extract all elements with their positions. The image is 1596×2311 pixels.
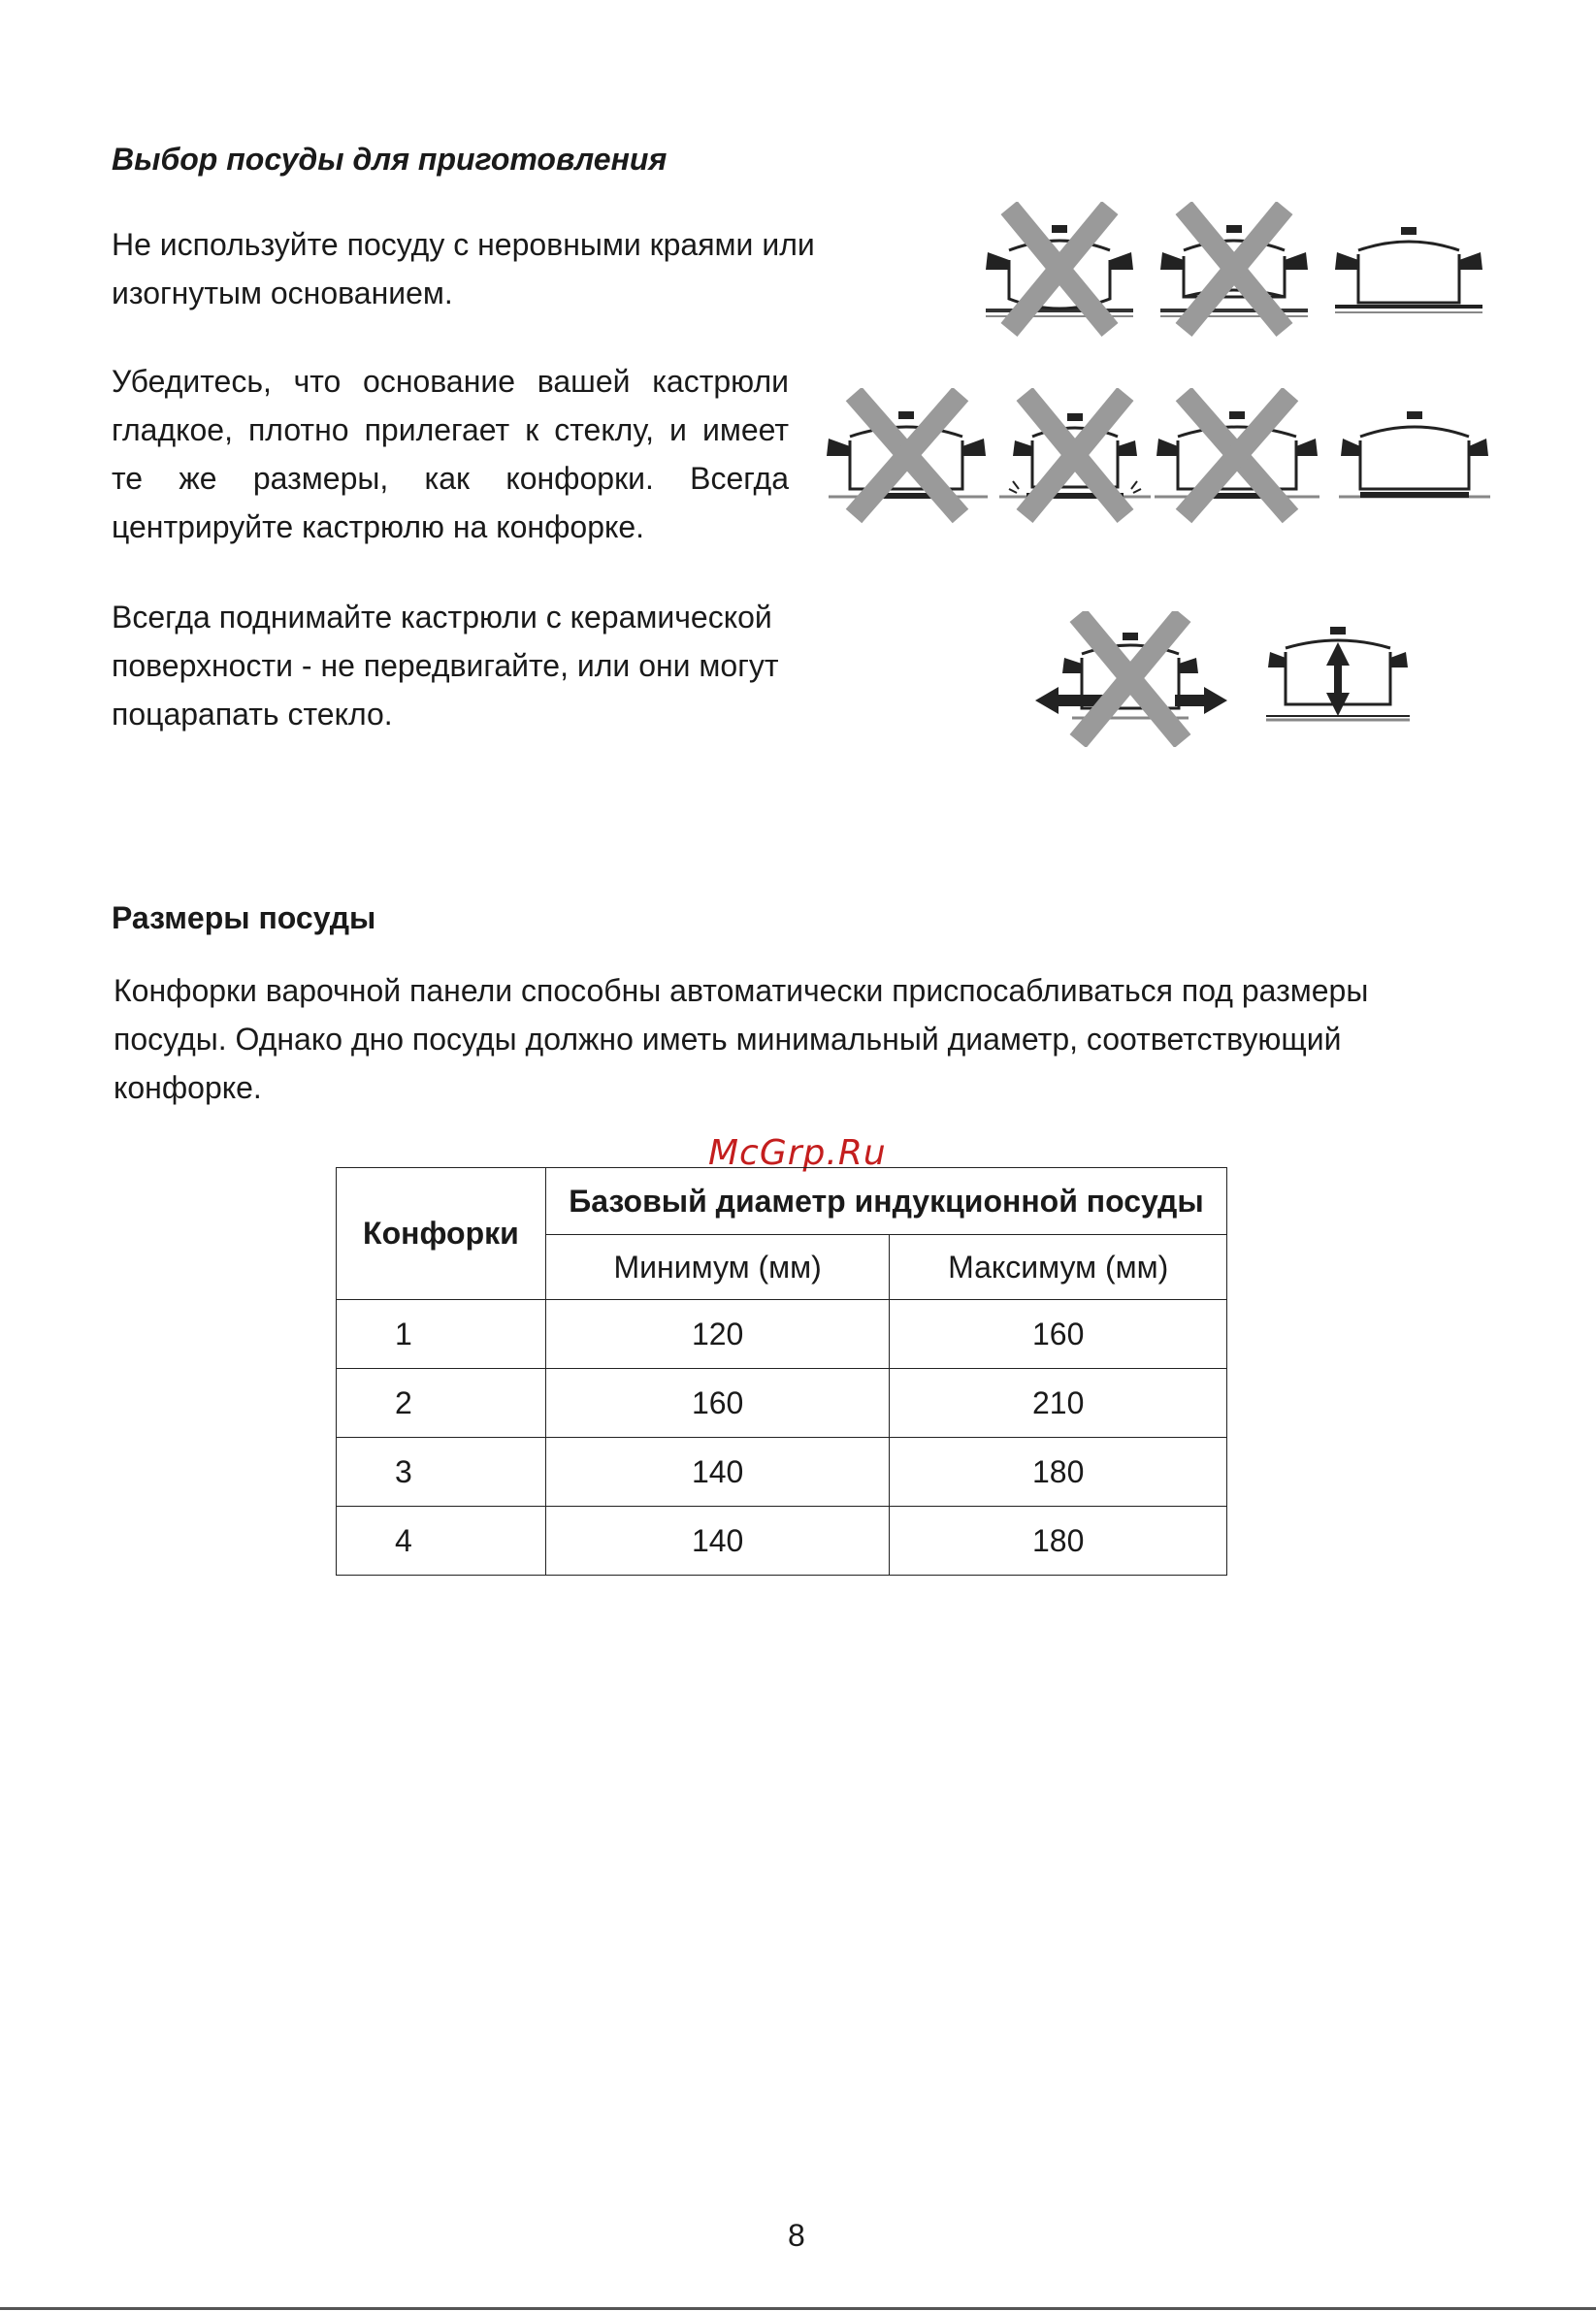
text-line: те же размеры, как конфорки. Всегда [112,461,789,496]
section-title-cookware-choice: Выбор посуды для приготовления [112,142,668,177]
header-max: Максимум (мм) [890,1235,1227,1300]
pot-icon [1339,411,1490,498]
cell-burner: 1 [337,1300,546,1369]
text-line: изогнутым основанием. [112,276,453,310]
table-row [337,1438,1227,1507]
cell-min: 160 [545,1369,890,1438]
text-line: конфорке. [114,1070,262,1105]
text-line: поцарапать стекло. [112,697,393,732]
section-title-cookware-size: Размеры посуды [112,900,376,935]
text-line: центрируйте кастрюлю на конфорке. [112,509,645,544]
watermark: McGrp.Ru [708,1133,887,1173]
header-min: Минимум (мм) [545,1235,890,1300]
figure-lift-not-drag [1033,611,1421,747]
cookware-size-table [336,1167,1227,1576]
cell-max: 160 [890,1300,1227,1369]
table-row [337,1300,1227,1369]
cell-burner: 4 [337,1507,546,1576]
header-burners: Конфорки [337,1168,546,1300]
header-base-diameter: Базовый диаметр индукционной посуды [545,1168,1226,1235]
page-bottom-rule [0,2307,1596,2310]
cell-max: 180 [890,1507,1227,1576]
text-line: Конфорки варочной панели способны автоматически приспосабливаться под размеры [114,973,1369,1008]
text-line: Всегда поднимайте кастрюли с керамической [112,600,772,635]
cell-max: 180 [890,1438,1227,1507]
cell-min: 140 [545,1438,890,1507]
text-line: Убедитесь, что основание вашей кастрюли [112,364,789,399]
figure-uneven-base-pots [978,202,1482,338]
cell-max: 210 [890,1369,1227,1438]
paragraph-base-fit [112,357,789,551]
page-number: 8 [788,2218,805,2253]
paragraph-lift-pans [112,593,849,738]
text-line: посуды. Однако дно посуды должно иметь минимальный диаметр, соответствующий [114,1022,1342,1057]
paragraph-size-adaptation [114,966,1414,1112]
table-row [337,1369,1227,1438]
text-line: Не используйте посуду с неровными краями или [112,227,815,262]
table-row [337,1507,1227,1576]
cell-min: 140 [545,1507,890,1576]
cell-min: 120 [545,1300,890,1369]
text-line: гладкое, плотно прилегает к стеклу, и имеет [112,412,789,447]
cell-burner: 2 [337,1369,546,1438]
cell-burner: 3 [337,1438,546,1507]
pot-icon [1335,227,1482,312]
paragraph-uneven-cookware [112,220,868,317]
figure-pot-fit [825,388,1494,524]
text-line: поверхности - не передвигайте, или они могут [112,648,779,683]
